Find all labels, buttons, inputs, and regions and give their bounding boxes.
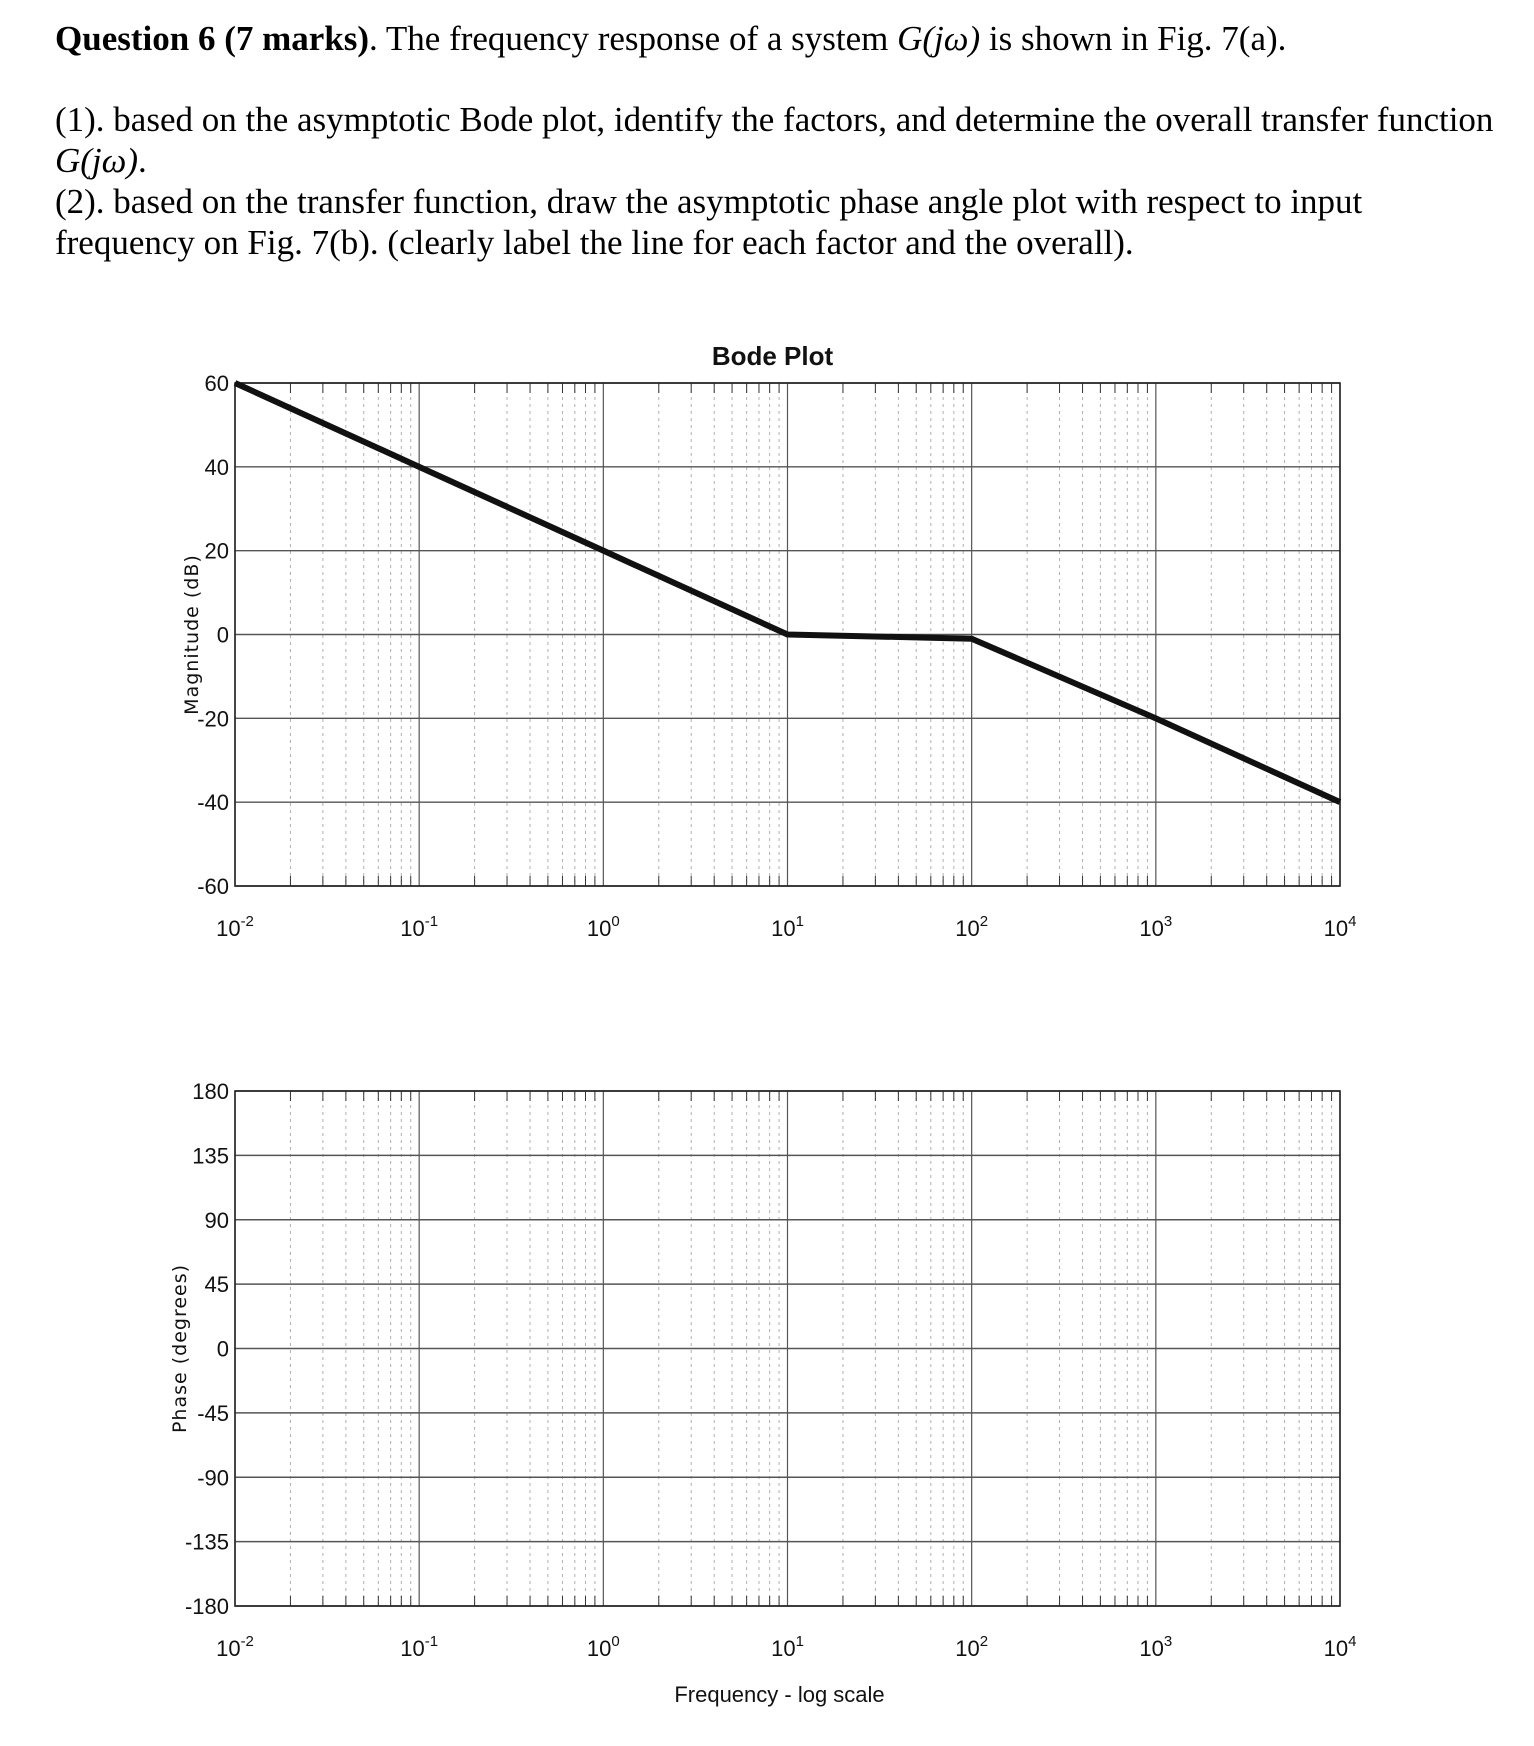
x-axis-label: Frequency - log scale bbox=[674, 1682, 885, 1707]
part-1-tail: . bbox=[138, 141, 147, 180]
x-tick-label: $10^{-1}$ bbox=[400, 913, 439, 941]
x-tick-label: $10^{-2}$ bbox=[216, 913, 254, 941]
x-tick-label: $10^3$ bbox=[1139, 913, 1173, 941]
x-tick-label: $10^{-1}$ bbox=[400, 1633, 439, 1661]
y-tick-label: 45 bbox=[204, 1272, 229, 1298]
y-tick-label: 90 bbox=[204, 1207, 229, 1233]
y-tick-label: -180 bbox=[184, 1594, 229, 1619]
y-axis-label: Phase (degrees) bbox=[169, 1263, 191, 1434]
y-tick-label: 135 bbox=[192, 1143, 229, 1169]
part-1-math: G(jω) bbox=[55, 141, 139, 180]
x-tick-label: $10^4$ bbox=[1323, 913, 1357, 941]
x-tick-label: $10^3$ bbox=[1139, 1633, 1173, 1661]
x-tick-label: $10^0$ bbox=[586, 913, 620, 941]
x-tick-label: $10^1$ bbox=[771, 1633, 804, 1661]
x-tick-label: $10^2$ bbox=[955, 1633, 989, 1661]
question-number: Question 6 (7 marks) bbox=[55, 19, 370, 58]
y-tick-label: 40 bbox=[204, 454, 229, 480]
part-1-text: (1). based on the asymptotic Bode plot, identify the factors, and determine the overall transfer function bbox=[55, 100, 1494, 139]
magnitude-plot bbox=[181, 341, 1356, 941]
y-tick-label: -40 bbox=[197, 790, 229, 816]
heading-text: . The frequency response of a system bbox=[369, 19, 898, 58]
y-tick-label: 0 bbox=[216, 622, 229, 648]
grid bbox=[235, 1091, 1340, 1606]
question-part-2: (2). based on the transfer function, draw the asymptotic phase angle plot with respect to input frequency on Fig. 7(b). (clearly label the line for each factor and the overall). bbox=[55, 182, 1363, 262]
y-tick-label: -90 bbox=[197, 1465, 229, 1491]
x-tick-label: $10^2$ bbox=[955, 913, 989, 941]
y-tick-label: -20 bbox=[197, 706, 229, 732]
x-tick-label: $10^{-2}$ bbox=[216, 1633, 254, 1661]
x-tick-label: $10^1$ bbox=[771, 913, 804, 941]
x-tick-label: $10^0$ bbox=[586, 1633, 620, 1661]
x-tick-label: $10^4$ bbox=[1323, 1633, 1357, 1661]
y-tick-label: 180 bbox=[192, 1079, 229, 1104]
y-axis-label: Magnitude (dB) bbox=[181, 554, 203, 715]
y-tick-label: -60 bbox=[197, 874, 229, 899]
heading-tail: is shown in Fig. 7(a). bbox=[980, 19, 1287, 58]
y-tick-label: -135 bbox=[184, 1529, 229, 1555]
y-tick-label: 0 bbox=[216, 1336, 229, 1362]
y-tick-label: 60 bbox=[204, 371, 229, 396]
phase-plot bbox=[169, 1079, 1356, 1707]
heading-math: G(jω) bbox=[897, 19, 981, 58]
chart-title: Bode Plot bbox=[711, 341, 834, 371]
y-tick-label: 20 bbox=[204, 538, 229, 564]
y-tick-label: -45 bbox=[197, 1400, 229, 1426]
